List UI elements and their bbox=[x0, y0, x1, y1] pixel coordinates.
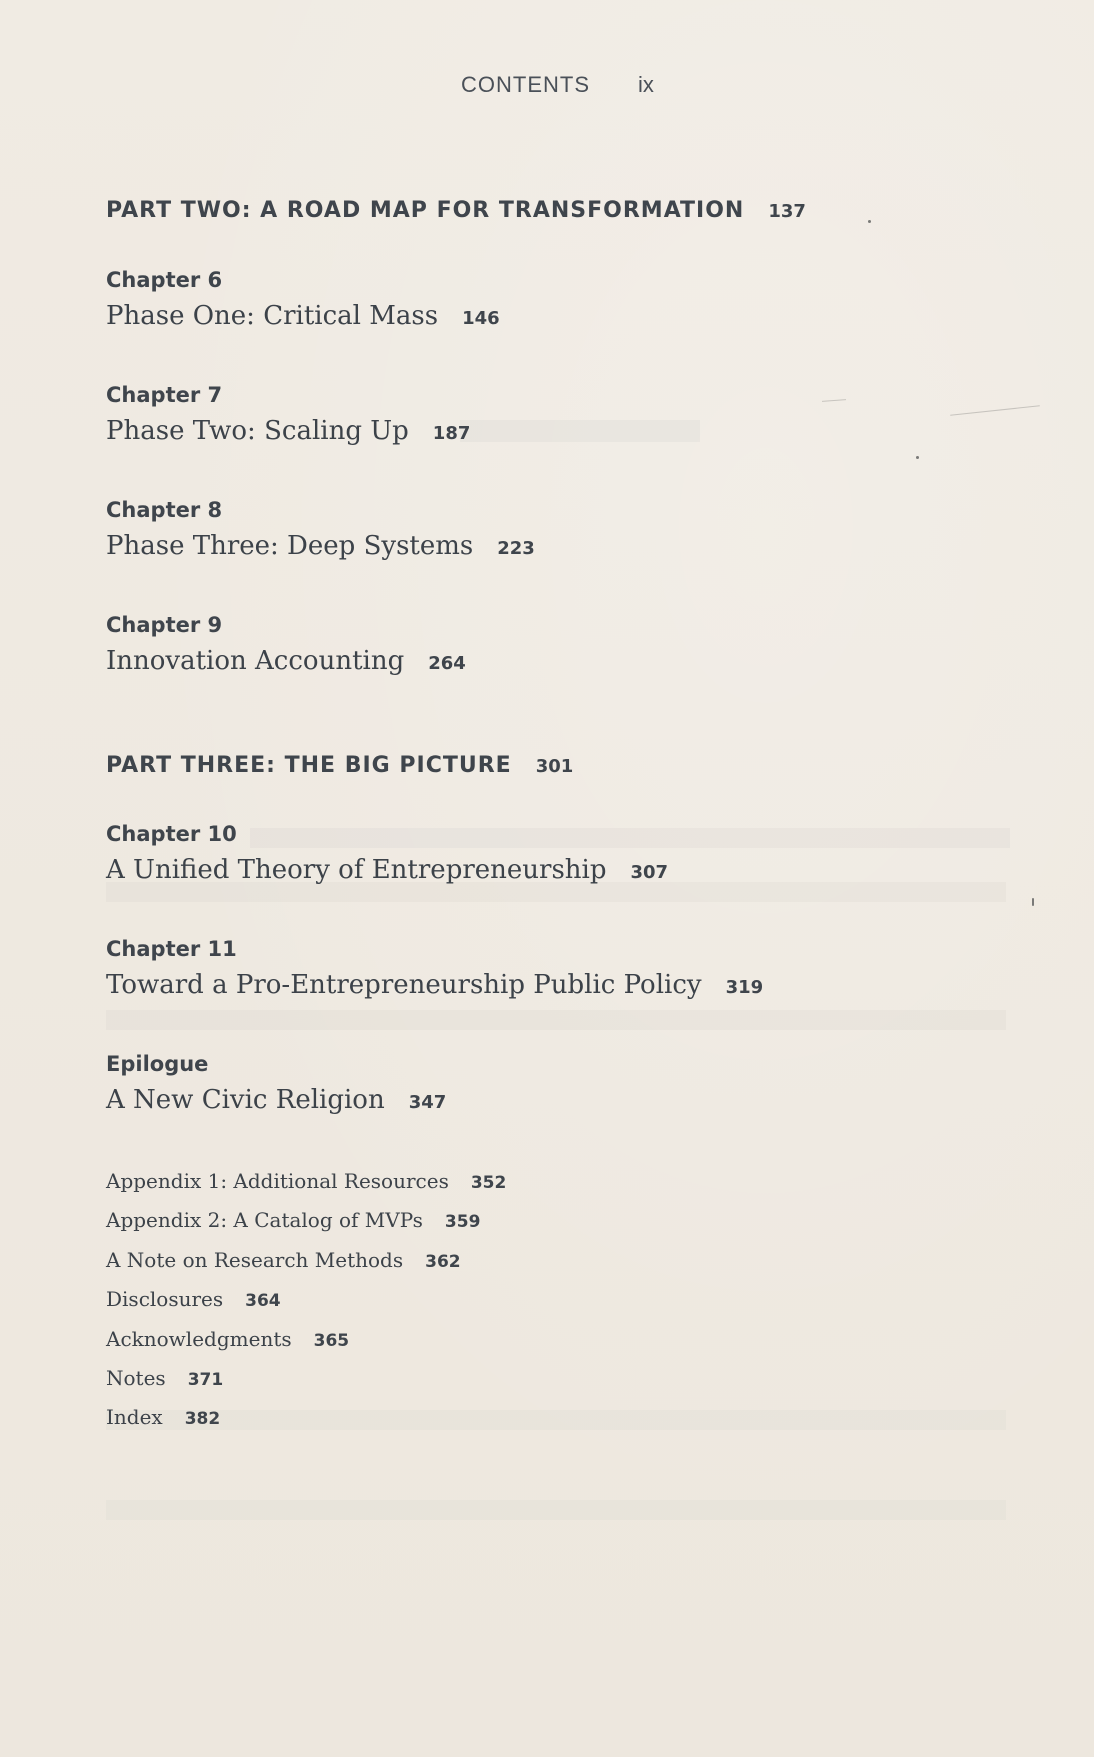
back-matter-item[interactable] bbox=[106, 1201, 506, 1240]
chapter-page-number: 347 bbox=[408, 1092, 447, 1113]
page-folio: ix bbox=[638, 72, 654, 97]
paper-speck bbox=[868, 220, 871, 223]
chapter-label: Chapter 7 bbox=[106, 383, 223, 407]
back-matter-page-number: 352 bbox=[470, 1173, 507, 1193]
toc-entry[interactable] bbox=[106, 611, 466, 682]
toc-part-heading[interactable] bbox=[106, 198, 806, 223]
back-matter-item[interactable] bbox=[106, 1241, 506, 1280]
chapter-title-line bbox=[106, 852, 668, 891]
chapter-title-line bbox=[106, 528, 535, 567]
chapter-page-number: 319 bbox=[725, 977, 764, 998]
toc-entry[interactable] bbox=[106, 935, 763, 1006]
chapter-title-line bbox=[106, 298, 500, 337]
running-head bbox=[461, 72, 654, 98]
bleed-through-texture bbox=[106, 1500, 1006, 1520]
back-matter-title: Index bbox=[106, 1405, 163, 1430]
back-matter-title: Appendix 2: A Catalog of MVPs bbox=[106, 1208, 423, 1233]
paper-scratch bbox=[822, 399, 846, 402]
bleed-through-texture bbox=[460, 420, 700, 442]
back-matter-item[interactable] bbox=[106, 1162, 506, 1201]
back-matter-page-number: 362 bbox=[425, 1251, 461, 1272]
back-matter-title: Appendix 1: Additional Resources bbox=[106, 1169, 449, 1193]
chapter-title-line bbox=[106, 643, 466, 682]
back-matter-item[interactable] bbox=[106, 1320, 506, 1359]
back-matter-list bbox=[106, 1162, 506, 1438]
paper-speck bbox=[916, 456, 919, 459]
chapter-title: Phase Three: Deep Systems bbox=[106, 531, 474, 561]
paper-speck bbox=[1032, 898, 1034, 906]
part-title: PART TWO: A ROAD MAP FOR TRANSFORMATION bbox=[106, 198, 745, 223]
paper-scratch bbox=[950, 405, 1040, 415]
chapter-page-number: 307 bbox=[630, 862, 669, 883]
part-page-number: 137 bbox=[768, 201, 806, 222]
running-head-label: CONTENTS bbox=[461, 72, 590, 97]
chapter-title: A New Civic Religion bbox=[106, 1085, 385, 1115]
chapter-title: Phase One: Critical Mass bbox=[106, 301, 439, 331]
back-matter-page-number: 382 bbox=[184, 1409, 221, 1430]
toc-entry[interactable] bbox=[106, 1050, 446, 1121]
chapter-title-line bbox=[106, 413, 470, 452]
chapter-title: Innovation Accounting bbox=[106, 646, 405, 676]
chapter-label: Chapter 6 bbox=[106, 268, 223, 292]
chapter-title: A Unified Theory of Entrepreneurship bbox=[106, 855, 607, 885]
chapter-label: Chapter 10 bbox=[106, 822, 237, 846]
toc-entry[interactable] bbox=[106, 381, 470, 452]
chapter-title: Phase Two: Scaling Up bbox=[106, 416, 409, 446]
back-matter-title: Notes bbox=[106, 1365, 166, 1390]
back-matter-item[interactable] bbox=[106, 1280, 506, 1319]
chapter-label: Chapter 11 bbox=[106, 937, 237, 961]
chapter-title: Toward a Pro-Entrepreneurship Public Policy bbox=[106, 970, 702, 1000]
back-matter-item[interactable] bbox=[106, 1398, 506, 1437]
toc-entry[interactable] bbox=[106, 496, 535, 567]
chapter-page-number: 146 bbox=[462, 308, 500, 329]
chapter-page-number: 264 bbox=[428, 653, 466, 674]
bleed-through-texture bbox=[106, 1010, 1006, 1030]
chapter-label: Chapter 8 bbox=[106, 498, 223, 522]
back-matter-title: Acknowledgments bbox=[106, 1326, 292, 1351]
chapter-label: Chapter 9 bbox=[106, 613, 223, 637]
toc-entry[interactable] bbox=[106, 820, 668, 891]
toc-part-heading[interactable] bbox=[106, 753, 573, 778]
back-matter-page-number: 365 bbox=[313, 1330, 350, 1351]
part-title: PART THREE: THE BIG PICTURE bbox=[106, 753, 512, 778]
back-matter-title: A Note on Research Methods bbox=[106, 1247, 404, 1272]
back-matter-title: Disclosures bbox=[106, 1287, 224, 1312]
chapter-title-line bbox=[106, 967, 763, 1006]
chapter-label: Epilogue bbox=[106, 1052, 209, 1076]
part-page-number: 301 bbox=[535, 756, 574, 777]
chapter-page-number: 223 bbox=[497, 538, 535, 559]
back-matter-page-number: 359 bbox=[444, 1212, 481, 1233]
chapter-page-number: 187 bbox=[432, 423, 471, 444]
back-matter-item[interactable] bbox=[106, 1359, 506, 1398]
back-matter-page-number: 371 bbox=[187, 1369, 224, 1390]
chapter-title-line bbox=[106, 1082, 446, 1121]
toc-entry[interactable] bbox=[106, 266, 500, 337]
back-matter-page-number: 364 bbox=[245, 1291, 281, 1312]
